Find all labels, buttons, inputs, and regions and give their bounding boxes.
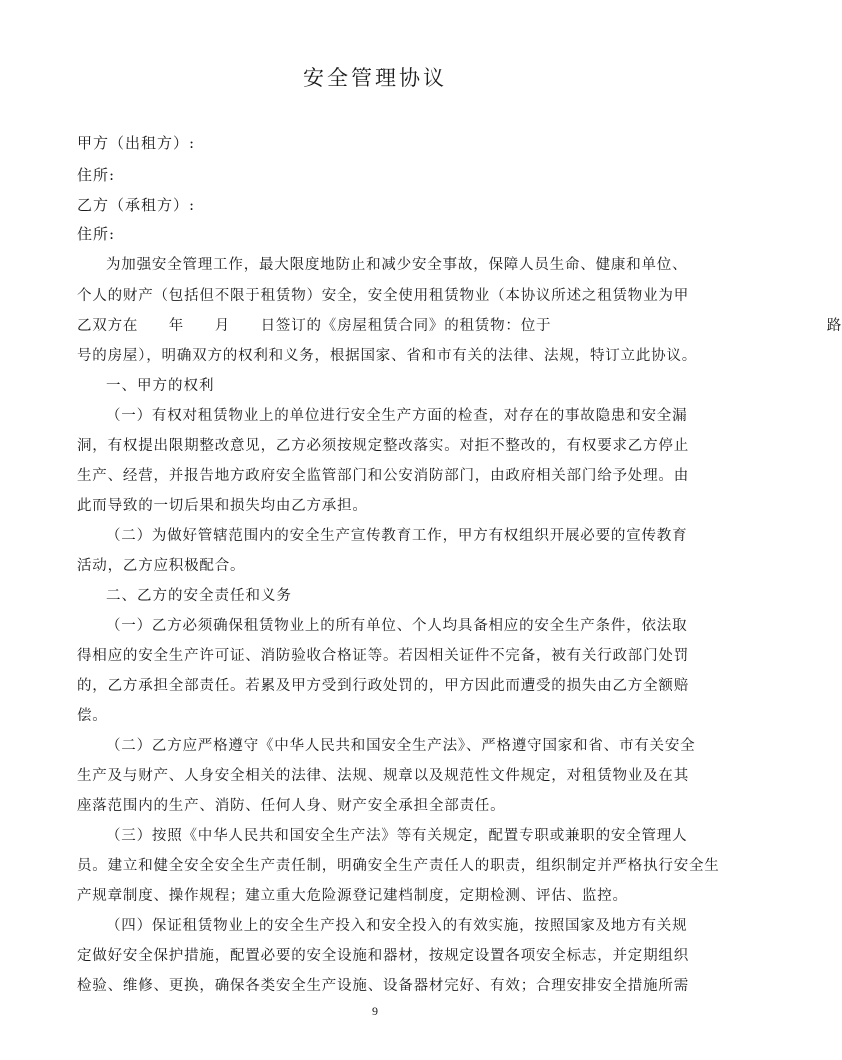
paragraph-line: 的，乙方承担全部责任。若累及甲方受到行政处罚的，甲方因此而遭受的损失由乙方全额赔 <box>77 678 689 694</box>
intro-line: 个人的财产（包括但不限于租赁物）安全，安全使用租赁物业（本协议所述之租赁物业为甲 <box>77 288 689 304</box>
page-number: 9 <box>372 1004 378 1018</box>
paragraph-line: 定做好安全保护措施，配置必要的安全设施和器材，按规定设置各项安全标志，并定期组织 <box>77 948 689 964</box>
section-heading: 一、甲方的权利 <box>106 378 215 394</box>
intro-line: 乙双方在 年 月 日签订的《房屋租赁合同》的租赁物：位于 路 <box>77 318 842 334</box>
intro-line: 号的房屋），明确双方的权利和义务，根据国家、省和市有关的法律、法规，特订立此协议。 <box>77 348 698 364</box>
paragraph-line: 活动，乙方应积极配合。 <box>77 558 246 574</box>
paragraph-line: 偿。 <box>77 708 108 724</box>
party-a-label: 甲方（出租方）: <box>77 134 196 152</box>
paragraph-line: （二）乙方应严格遵守《中华人民共和国安全生产法》、严格遵守国家和省、市有关安全 <box>106 738 696 754</box>
paragraph-line: 检验、维修、更换，确保各类安全生产设施、设备器材完好、有效；合理安排安全措施所需 <box>77 978 689 994</box>
paragraph-line: 座落范围内的生产、消防、任何人身、财产安全承担全部责任。 <box>77 798 506 814</box>
paragraph-line: 得相应的安全生产许可证、消防验收合格证等。若因相关证件不完备，被有关行政部门处罚 <box>77 648 689 664</box>
paragraph-line: （二）为做好管辖范围内的安全生产宣传教育工作，甲方有权组织开展必要的宣传教育 <box>106 528 688 544</box>
paragraph-line: 洞，有权提出限期整改意见，乙方必须按规定整改落实。对拒不整改的，有权要求乙方停止 <box>77 438 689 454</box>
document-title: 安全管理协议 <box>303 66 447 90</box>
paragraph-line: 此而导致的一切后果和损失均由乙方承担。 <box>77 498 368 514</box>
party-b-address-label: 住所: <box>77 225 116 243</box>
party-b-label: 乙方（承租方）: <box>77 196 196 214</box>
paragraph-line: （一）有权对租赁物业上的单位进行安全生产方面的检查，对存在的事故隐患和安全漏 <box>106 408 688 424</box>
intro-line: 为加强安全管理工作，最大限度地防止和减少安全事故，保障人员生命、健康和单位、 <box>106 257 688 273</box>
section-heading: 二、乙方的安全责任和义务 <box>106 588 292 604</box>
paragraph-line: （一）乙方必须确保租赁物业上的所有单位、个人均具备相应的安全生产条件，依法取 <box>106 618 688 634</box>
paragraph-line: 生产及与财产、人身安全相关的法律、法规、规章以及规范性文件规定，对租赁物业及在其 <box>77 768 689 784</box>
paragraph-line: （三）按照《中华人民共和国安全生产法》等有关规定，配置专职或兼职的安全管理人 <box>106 828 688 844</box>
paragraph-line: （四）保证租赁物业上的安全生产投入和安全投入的有效实施，按照国家及地方有关规 <box>106 918 688 934</box>
party-a-address-label: 住所: <box>77 166 116 184</box>
paragraph-line: 员。建立和健全安全安全生产责任制，明确安全生产责任人的职责，组织制定并严格执行安全生 <box>77 858 720 874</box>
paragraph-line: 产规章制度、操作规程；建立重大危险源登记建档制度，定期检测、评估、监控。 <box>77 888 628 904</box>
paragraph-line: 生产、经营，并报告地方政府安全监管部门和公安消防部门，由政府相关部门给予处理。由 <box>77 468 689 484</box>
